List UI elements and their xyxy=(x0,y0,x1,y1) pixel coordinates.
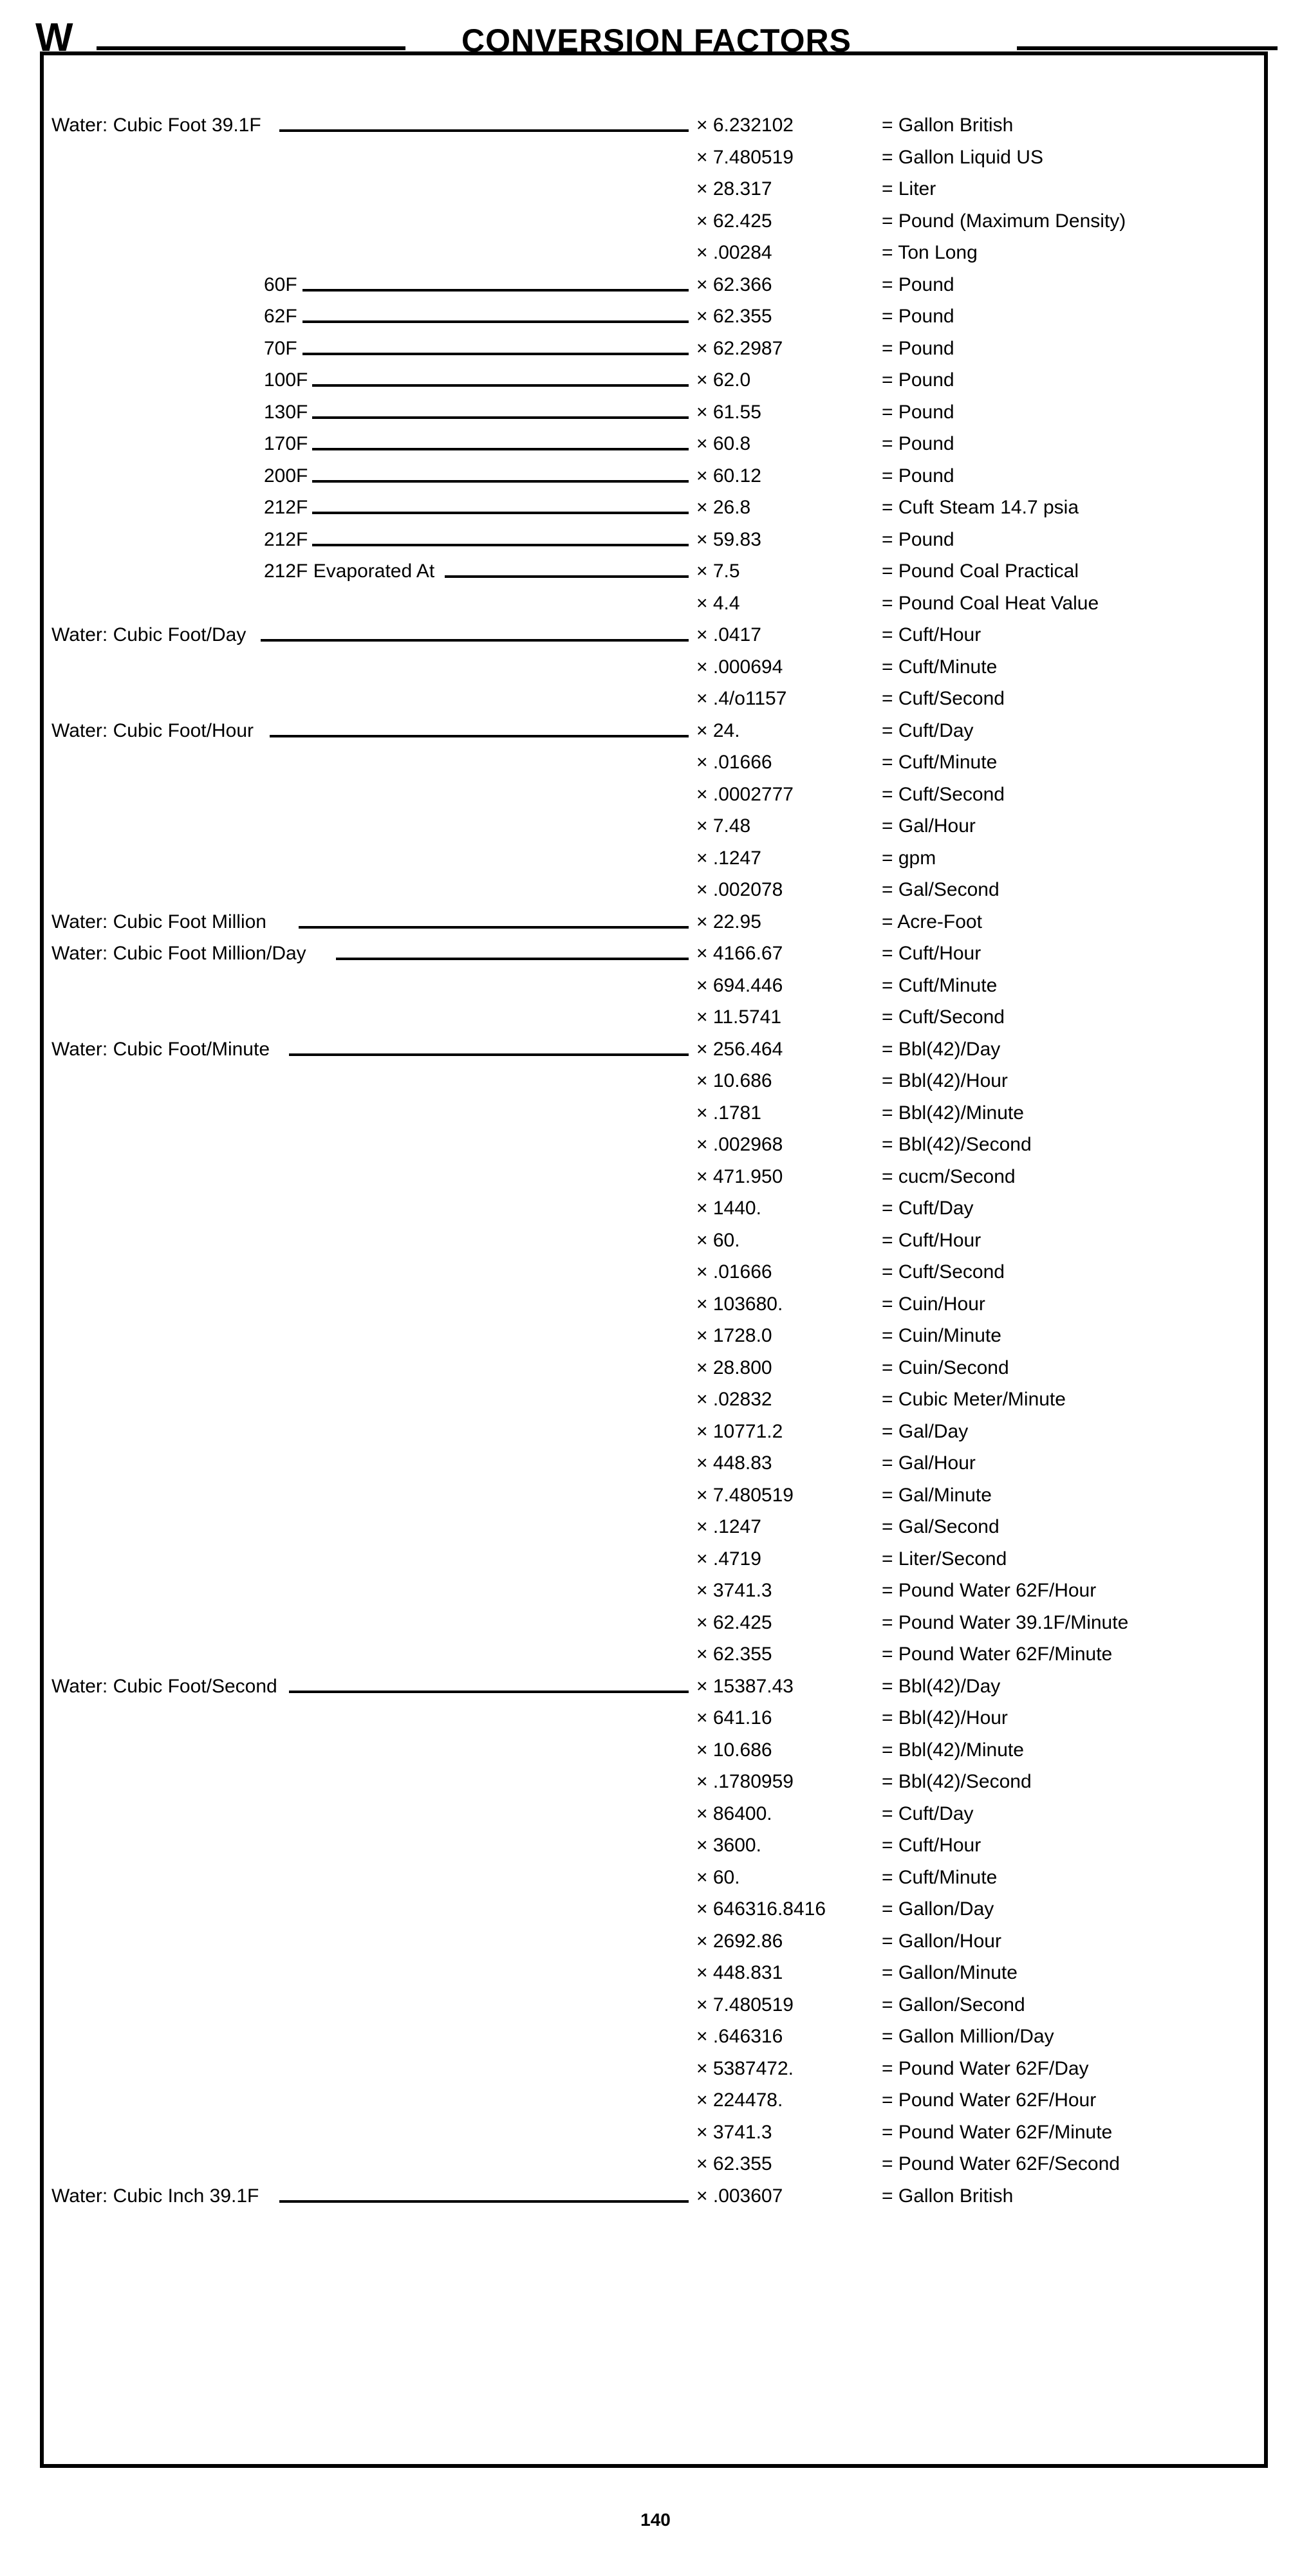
conversion-result-unit: = Cubic Meter/Minute xyxy=(882,1389,1066,1410)
header-rule-right xyxy=(1017,46,1278,50)
conversion-factor: × 2692.86 xyxy=(696,1930,783,1952)
conversion-factor: × .0417 xyxy=(696,624,761,645)
table-row xyxy=(51,1416,1274,1448)
table-row xyxy=(51,1766,1274,1798)
conversion-result-unit: = gpm xyxy=(882,847,936,869)
table-row xyxy=(51,588,1274,620)
conversion-factor: × 694.446 xyxy=(696,974,783,996)
table-row xyxy=(51,1320,1274,1352)
table-row xyxy=(51,683,1274,715)
table-row xyxy=(51,906,1274,938)
conversion-factor: × .01666 xyxy=(696,1261,772,1283)
table-row xyxy=(51,1638,1274,1671)
conversion-result-unit: = Bbl(42)/Day xyxy=(882,1038,1001,1060)
leader-line xyxy=(445,575,689,578)
conversion-result-unit: = Bbl(42)/Minute xyxy=(882,1739,1024,1761)
conversion-source-label: 62F xyxy=(264,306,297,327)
conversion-factor: × 7.480519 xyxy=(696,146,794,168)
table-row xyxy=(51,619,1274,651)
leader-line xyxy=(312,416,689,419)
conversion-result-unit: = Cuin/Hour xyxy=(882,1293,985,1315)
conversion-factor: × 224478. xyxy=(696,2090,783,2111)
conversion-result-unit: = Acre-Foot xyxy=(882,911,982,932)
table-row xyxy=(51,142,1274,174)
table-row xyxy=(51,1129,1274,1161)
conversion-factor: × .000694 xyxy=(696,656,783,678)
table-row xyxy=(51,1575,1274,1607)
conversion-result-unit: = Pound xyxy=(882,306,954,327)
table-row xyxy=(51,1830,1274,1862)
conversion-factor: × 62.355 xyxy=(696,2153,772,2174)
conversion-result-unit: = Gallon British xyxy=(882,115,1014,136)
conversion-result-unit: = Pound (Maximum Density) xyxy=(882,210,1126,232)
conversion-result-unit: = Cuft/Hour xyxy=(882,624,981,645)
table-row xyxy=(51,651,1274,683)
table-row xyxy=(51,1893,1274,1925)
table-row xyxy=(51,1225,1274,1257)
table-row xyxy=(51,1001,1274,1033)
conversion-result-unit: = Cuft/Day xyxy=(882,1198,974,1219)
conversion-source-label: Water: Cubic Foot Million xyxy=(51,911,266,932)
table-row xyxy=(51,1161,1274,1193)
conversion-source-label: 70F xyxy=(264,337,297,359)
conversion-result-unit: = Bbl(42)/Day xyxy=(882,1675,1001,1697)
table-row xyxy=(51,1447,1274,1479)
conversion-source-label: 212F Evaporated At xyxy=(264,561,435,582)
conversion-factor: × 7.5 xyxy=(696,561,740,582)
conversion-factor: × 26.8 xyxy=(696,497,751,518)
conversion-factor: × 15387.43 xyxy=(696,1675,794,1697)
conversion-factor: × 4.4 xyxy=(696,592,740,614)
conversion-factor: × .1247 xyxy=(696,847,761,869)
conversion-source-label: 212F xyxy=(264,528,308,550)
conversion-factor: × .646316 xyxy=(696,2026,783,2047)
conversion-source-label: 130F xyxy=(264,401,308,423)
conversion-result-unit: = Gallon/Second xyxy=(882,1994,1025,2015)
conversion-factor: × 62.2987 xyxy=(696,337,783,359)
table-row xyxy=(51,428,1274,460)
table-row xyxy=(51,1065,1274,1097)
table-row xyxy=(51,1671,1274,1703)
conversion-factor: × 1440. xyxy=(696,1198,761,1219)
conversion-source-label: 200F xyxy=(264,465,308,486)
table-row xyxy=(51,524,1274,556)
conversion-result-unit: = Gallon/Day xyxy=(882,1898,994,1920)
table-row xyxy=(51,970,1274,1002)
table-row xyxy=(51,301,1274,333)
conversion-result-unit: = Cuft/Minute xyxy=(882,752,998,773)
table-row xyxy=(51,2180,1274,2212)
leader-line xyxy=(312,448,689,450)
conversion-factor: × 448.83 xyxy=(696,1452,772,1474)
conversion-factor: × .002078 xyxy=(696,879,783,900)
conversion-result-unit: = Pound Water 62F/Minute xyxy=(882,2121,1113,2143)
conversion-factor: × 61.55 xyxy=(696,401,761,423)
conversion-factor: × 59.83 xyxy=(696,528,761,550)
table-row xyxy=(51,2084,1274,2117)
conversion-factor: × .00284 xyxy=(696,242,772,263)
conversion-source-label: 170F xyxy=(264,433,308,454)
table-row xyxy=(51,2053,1274,2085)
table-row xyxy=(51,874,1274,906)
conversion-factor: × 60. xyxy=(696,1229,740,1251)
conversion-factor: × 10771.2 xyxy=(696,1420,783,1442)
table-row xyxy=(51,2021,1274,2053)
conversion-result-unit: = Cuft/Second xyxy=(882,688,1005,709)
conversion-result-unit: = Liter xyxy=(882,178,936,199)
conversion-factor: × 7.480519 xyxy=(696,1484,794,1506)
conversion-result-unit: = Cuft/Second xyxy=(882,1261,1005,1283)
table-row xyxy=(51,2148,1274,2180)
conversion-factor: × 471.950 xyxy=(696,1165,783,1187)
conversion-factor: × .02832 xyxy=(696,1389,772,1410)
conversion-result-unit: = Gallon/Hour xyxy=(882,1930,1001,1952)
page-number: 140 xyxy=(640,2510,671,2530)
conversion-factor: × 22.95 xyxy=(696,911,761,932)
conversion-source-label: Water: Cubic Foot/Hour xyxy=(51,719,254,741)
conversion-factor: × .4719 xyxy=(696,1548,761,1570)
leader-line xyxy=(302,289,689,292)
conversion-result-unit: = Gal/Day xyxy=(882,1420,969,1442)
table-row xyxy=(51,1543,1274,1575)
conversion-factor: × 62.355 xyxy=(696,1644,772,1665)
conversion-result-unit: = Cuft/Hour xyxy=(882,1229,981,1251)
table-row xyxy=(51,715,1274,747)
leader-line xyxy=(289,1053,689,1056)
conversion-factor: × 6.232102 xyxy=(696,115,794,136)
conversion-factor: × 7.48 xyxy=(696,815,751,837)
table-row xyxy=(51,779,1274,811)
conversion-result-unit: = Pound xyxy=(882,337,954,359)
conversion-factor: × .0002777 xyxy=(696,783,794,805)
table-row xyxy=(51,1702,1274,1734)
table-row xyxy=(51,746,1274,779)
conversion-result-unit: = Gallon Million/Day xyxy=(882,2026,1054,2047)
conversion-factor: × 24. xyxy=(696,719,740,741)
conversion-result-unit: = Ton Long xyxy=(882,242,978,263)
conversion-factor: × 11.5741 xyxy=(696,1006,782,1028)
conversion-result-unit: = Cuft/Second xyxy=(882,1006,1005,1028)
conversion-factor: × .1781 xyxy=(696,1102,761,1124)
conversion-result-unit: = Cuft/Day xyxy=(882,1802,974,1824)
table-row xyxy=(51,938,1274,970)
conversion-factor: × 103680. xyxy=(696,1293,783,1315)
conversion-result-unit: = Pound Coal Practical xyxy=(882,561,1079,582)
conversion-result-unit: = Pound xyxy=(882,528,954,550)
conversion-factor: × 62.0 xyxy=(696,369,751,391)
table-row xyxy=(51,842,1274,875)
conversion-result-unit: = Gal/Hour xyxy=(882,815,976,837)
table-row xyxy=(51,1256,1274,1288)
leader-line xyxy=(279,129,689,132)
conversion-factor: × 60.12 xyxy=(696,465,761,486)
conversion-factor: × 7.480519 xyxy=(696,1994,794,2015)
table-row xyxy=(51,460,1274,492)
conversion-factor: × .002968 xyxy=(696,1134,783,1155)
conversion-result-unit: = Pound Water 62F/Day xyxy=(882,2057,1089,2079)
conversion-source-label: 60F xyxy=(264,273,297,295)
table-row xyxy=(51,1288,1274,1320)
table-row xyxy=(51,237,1274,269)
conversion-factor: × .4/o1157 xyxy=(696,688,787,709)
conversion-result-unit: = Pound Water 62F/Hour xyxy=(882,1580,1097,1601)
table-row xyxy=(51,1925,1274,1958)
leader-line xyxy=(312,384,689,387)
conversion-result-unit: = Cuft/Minute xyxy=(882,1866,998,1888)
table-row xyxy=(51,109,1274,142)
table-row xyxy=(51,1957,1274,1989)
conversion-result-unit: = Cuin/Second xyxy=(882,1357,1009,1378)
conversion-factor: × 28.800 xyxy=(696,1357,772,1378)
conversion-result-unit: = Bbl(42)/Second xyxy=(882,1134,1032,1155)
table-row xyxy=(51,810,1274,842)
leader-line xyxy=(270,735,689,737)
leader-line xyxy=(302,320,689,323)
conversion-factor: × 3741.3 xyxy=(696,1580,772,1601)
conversion-result-unit: = Cuin/Minute xyxy=(882,1325,1001,1346)
conversion-result-unit: = Cuft/Hour xyxy=(882,1835,981,1856)
leader-line xyxy=(261,639,689,642)
conversion-source-label: Water: Cubic Inch 39.1F xyxy=(51,2185,259,2207)
conversion-result-unit: = Bbl(42)/Second xyxy=(882,1771,1032,1792)
conversion-source-label: Water: Cubic Foot/Second xyxy=(51,1675,277,1697)
conversion-factor: × .003607 xyxy=(696,2185,783,2207)
conversion-factor: × 10.686 xyxy=(696,1070,772,1091)
conversion-factor: × 62.366 xyxy=(696,273,772,295)
leader-line xyxy=(299,926,689,929)
table-row xyxy=(51,364,1274,396)
table-row xyxy=(51,555,1274,588)
conversion-factor: × 60. xyxy=(696,1866,740,1888)
table-row xyxy=(51,1607,1274,1639)
conversion-result-unit: = cucm/Second xyxy=(882,1165,1016,1187)
conversion-factor: × 28.317 xyxy=(696,178,772,199)
table-row xyxy=(51,1734,1274,1766)
table-row xyxy=(51,1798,1274,1830)
table-row xyxy=(51,2117,1274,2149)
leader-line xyxy=(289,1691,689,1693)
table-row xyxy=(51,1192,1274,1225)
table-row xyxy=(51,205,1274,237)
conversion-source-label: Water: Cubic Foot Million/Day xyxy=(51,943,306,964)
conversion-source-label: 100F xyxy=(264,369,308,391)
conversion-result-unit: = Gallon British xyxy=(882,2185,1014,2207)
conversion-factor: × 62.425 xyxy=(696,210,772,232)
table-row xyxy=(51,1989,1274,2021)
table-row xyxy=(51,396,1274,429)
conversion-result-unit: = Gal/Hour xyxy=(882,1452,976,1474)
conversion-factor: × 62.355 xyxy=(696,306,772,327)
conversion-result-unit: = Bbl(42)/Hour xyxy=(882,1070,1008,1091)
table-row xyxy=(51,1384,1274,1416)
table-row xyxy=(51,1862,1274,1894)
conversion-factor: × 86400. xyxy=(696,1802,772,1824)
table-row xyxy=(51,1352,1274,1384)
conversion-result-unit: = Bbl(42)/Hour xyxy=(882,1707,1008,1728)
conversion-result-unit: = Pound Water 62F/Hour xyxy=(882,2090,1097,2111)
page-title: CONVERSION FACTORS xyxy=(461,23,852,59)
conversion-result-unit: = Pound xyxy=(882,465,954,486)
table-row xyxy=(51,269,1274,301)
conversion-factor: × 3600. xyxy=(696,1835,761,1856)
conversion-result-unit: = Gallon Liquid US xyxy=(882,146,1043,168)
conversion-result-unit: = Gallon/Minute xyxy=(882,1962,1018,1983)
conversion-result-unit: = Gal/Second xyxy=(882,879,1000,900)
conversion-result-unit: = Gal/Minute xyxy=(882,1484,992,1506)
section-letter: W xyxy=(35,15,73,60)
conversion-result-unit: = Pound xyxy=(882,433,954,454)
conversion-result-unit: = Liter/Second xyxy=(882,1548,1007,1570)
conversion-result-unit: = Pound xyxy=(882,273,954,295)
leader-line xyxy=(336,958,689,960)
conversion-factor: × 4166.67 xyxy=(696,943,783,964)
table-row xyxy=(51,1511,1274,1543)
conversion-source-label: Water: Cubic Foot/Minute xyxy=(51,1038,270,1060)
conversion-result-unit: = Cuft Steam 14.7 psia xyxy=(882,497,1079,518)
table-row xyxy=(51,333,1274,365)
table-row xyxy=(51,492,1274,524)
conversion-factor: × 646316.8416 xyxy=(696,1898,826,1920)
conversion-factor: × 60.8 xyxy=(696,433,751,454)
conversion-result-unit: = Pound Water 39.1F/Minute xyxy=(882,1611,1129,1633)
conversion-factor: × 3741.3 xyxy=(696,2121,772,2143)
leader-line xyxy=(279,2200,689,2203)
conversion-result-unit: = Bbl(42)/Minute xyxy=(882,1102,1024,1124)
conversion-result-unit: = Pound Water 62F/Second xyxy=(882,2153,1120,2174)
conversion-result-unit: = Cuft/Hour xyxy=(882,943,981,964)
conversion-result-unit: = Pound xyxy=(882,369,954,391)
conversion-factor: × .01666 xyxy=(696,752,772,773)
conversion-factor: × .1780959 xyxy=(696,1771,794,1792)
table-row xyxy=(51,1479,1274,1512)
conversion-factor: × 448.831 xyxy=(696,1962,783,1983)
leader-line xyxy=(312,544,689,546)
table-row xyxy=(51,1033,1274,1066)
conversion-factor: × 10.686 xyxy=(696,1739,772,1761)
conversion-factor: × 62.425 xyxy=(696,1611,772,1633)
table-row xyxy=(51,173,1274,205)
conversion-result-unit: = Pound Water 62F/Minute xyxy=(882,1644,1113,1665)
conversion-result-unit: = Cuft/Second xyxy=(882,783,1005,805)
conversion-result-unit: = Pound xyxy=(882,401,954,423)
conversion-factor: × 1728.0 xyxy=(696,1325,772,1346)
conversion-factor: × .1247 xyxy=(696,1516,761,1537)
conversion-result-unit: = Gal/Second xyxy=(882,1516,1000,1537)
leader-line xyxy=(312,480,689,483)
conversion-table xyxy=(51,109,1274,2212)
table-row xyxy=(51,1097,1274,1129)
conversion-result-unit: = Cuft/Day xyxy=(882,719,974,741)
conversion-source-label: Water: Cubic Foot/Day xyxy=(51,624,246,645)
conversion-result-unit: = Cuft/Minute xyxy=(882,974,998,996)
leader-line xyxy=(312,512,689,514)
conversion-factor: × 5387472. xyxy=(696,2057,794,2079)
conversion-factor: × 641.16 xyxy=(696,1707,772,1728)
conversion-result-unit: = Pound Coal Heat Value xyxy=(882,592,1099,614)
conversion-result-unit: = Cuft/Minute xyxy=(882,656,998,678)
leader-line xyxy=(302,353,689,355)
conversion-source-label: 212F xyxy=(264,497,308,518)
conversion-factor: × 256.464 xyxy=(696,1038,783,1060)
conversion-source-label: Water: Cubic Foot 39.1F xyxy=(51,115,261,136)
